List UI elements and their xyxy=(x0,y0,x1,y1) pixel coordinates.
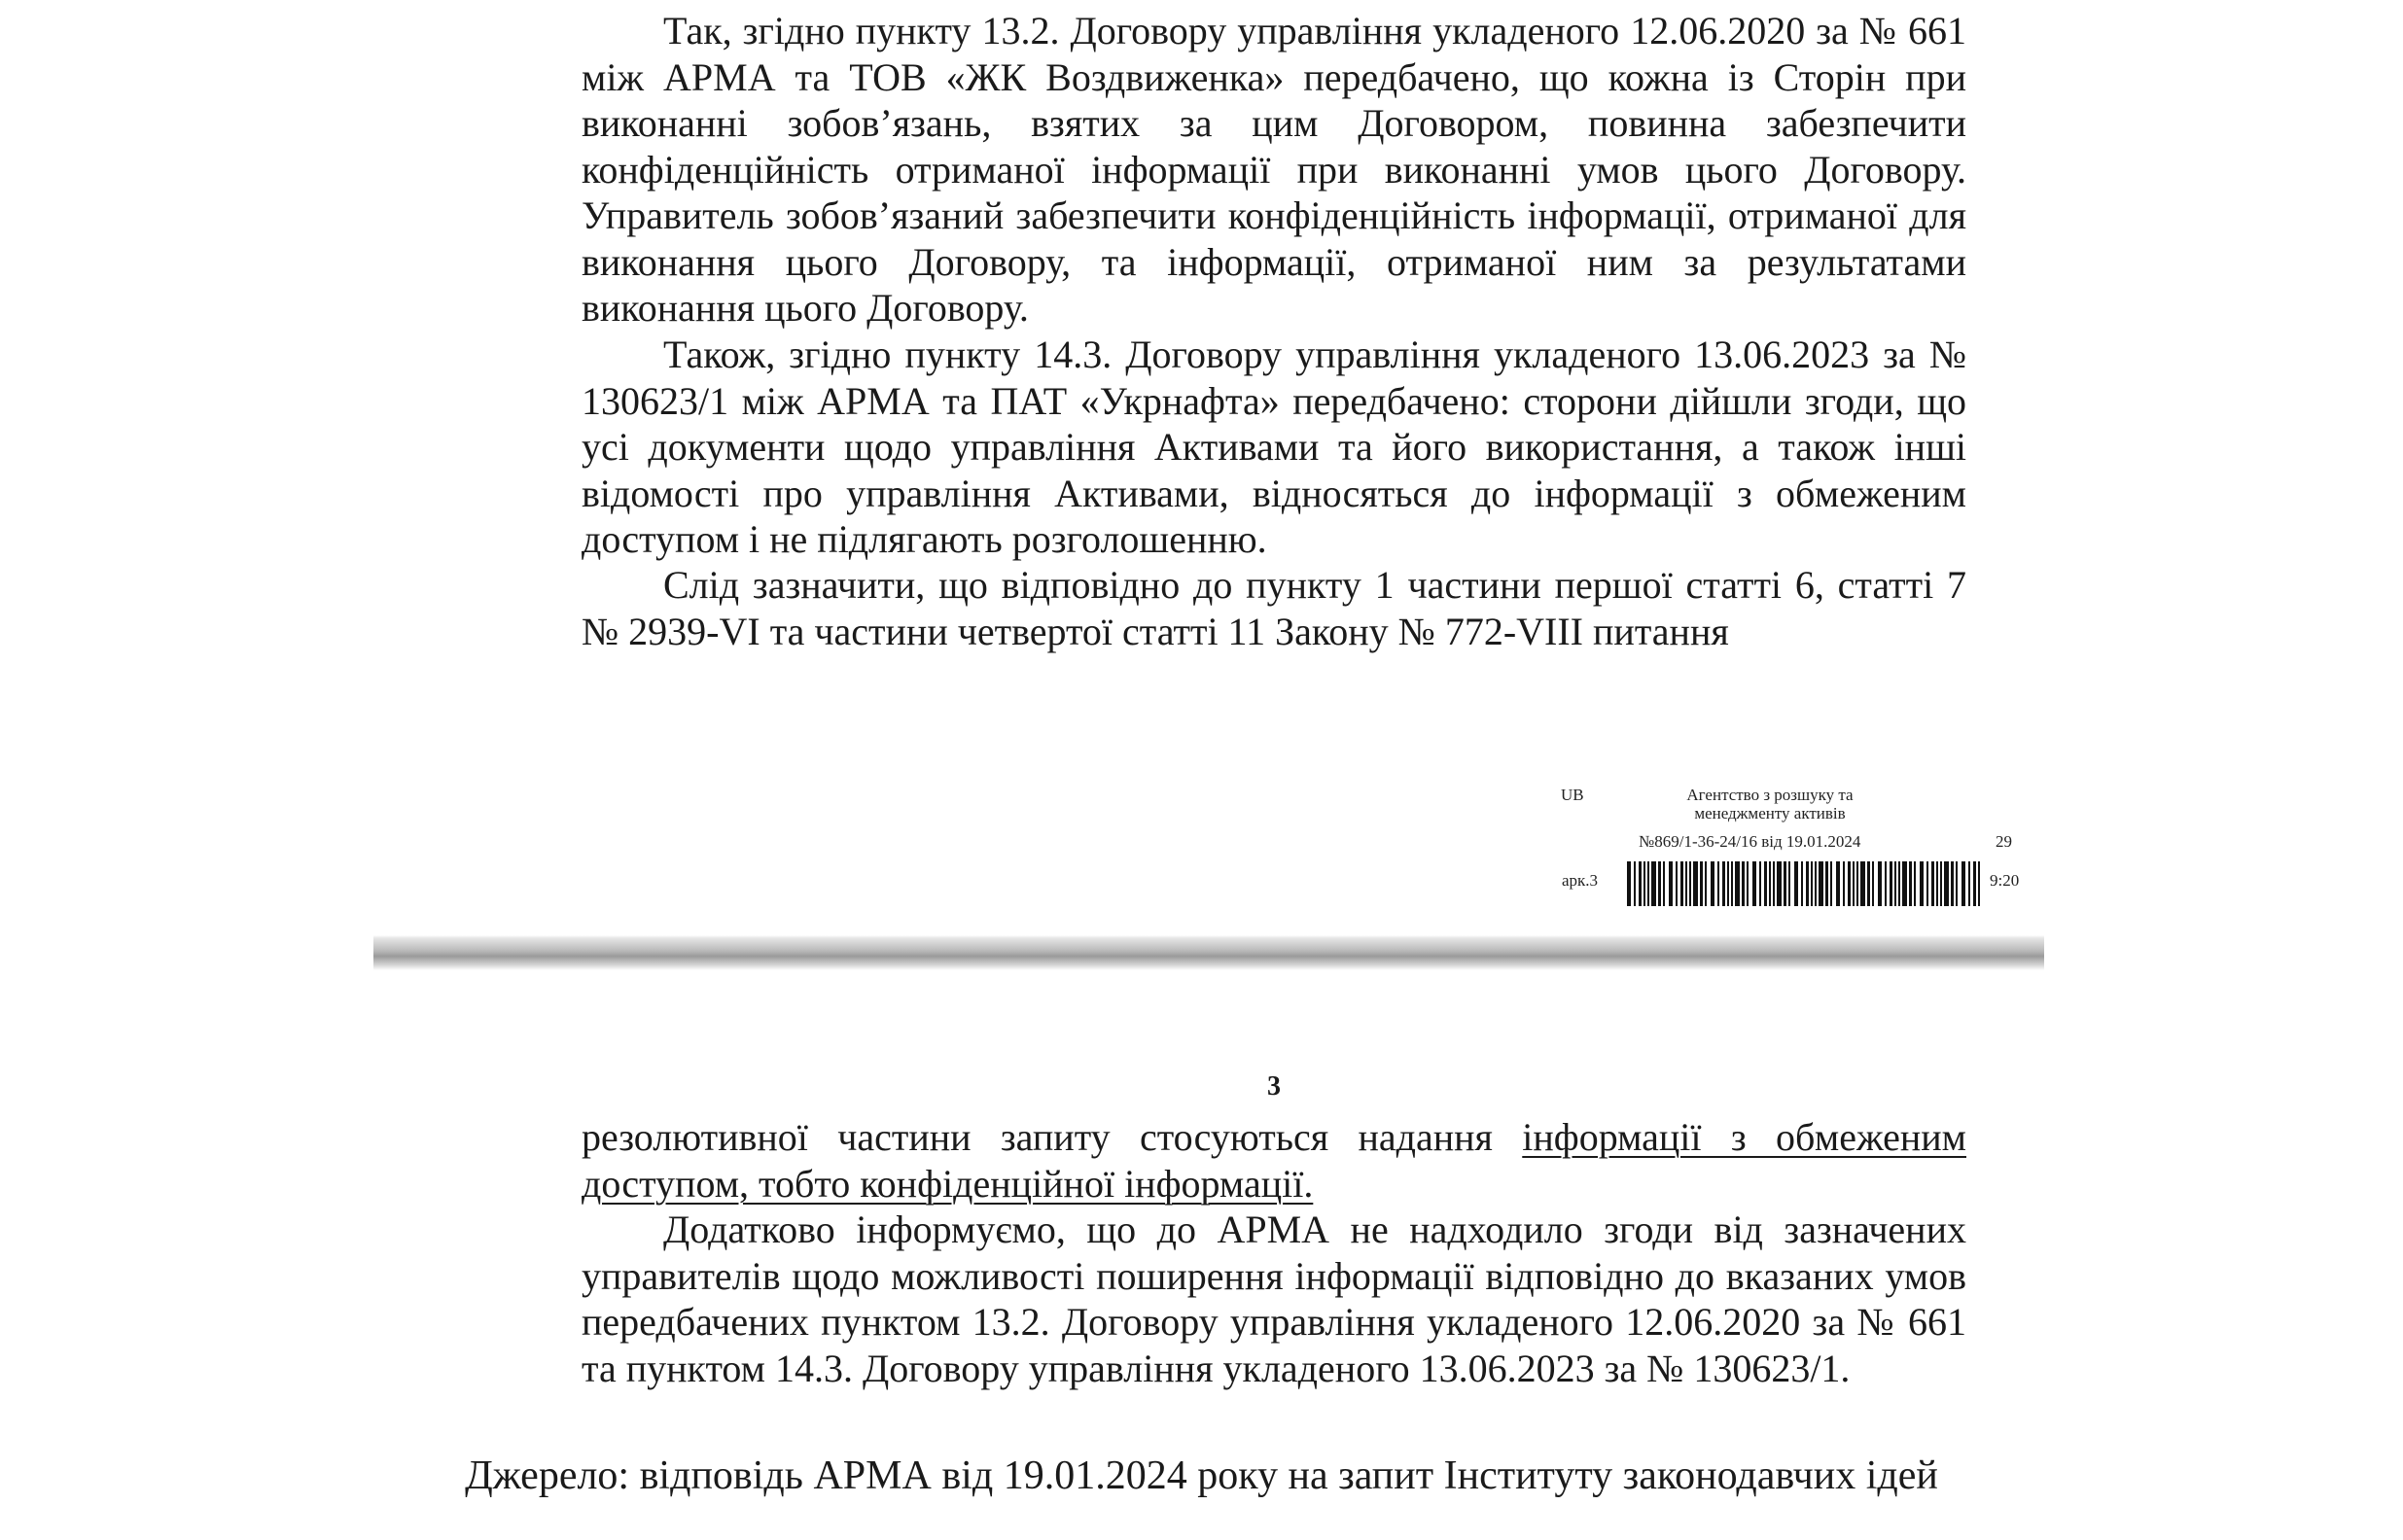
stamp-organization: Агентство з розшуку та менеджменту активів xyxy=(1686,786,1854,822)
stamp-sheet: арк.3 xyxy=(1562,871,1599,890)
source-caption: Джерело: відповідь АРМА від 19.01.2024 року на запит Інституту законодавчих ідей xyxy=(465,1453,1938,1498)
page-number: 3 xyxy=(1267,1071,1281,1102)
paragraph-no-consent: Додатково інформуємо, що до АРМА не надходило згоди від зазначених управителів щодо можливості поширення інформації відповідно до вказаних умов передбачених пунктом 13.2. Договору управління укладеного 12.06.2020 за № 661 та пунктом 14.3. Договору управління укладеного 13.06.2023 за № 130623/1. xyxy=(582,1208,1966,1390)
stamp-time: 9:20 xyxy=(1990,871,2020,890)
stamp-prefix: UB xyxy=(1561,786,1584,804)
stamp-registration-number: №869/1-36-24/16 від 19.01.2024 xyxy=(1639,832,1861,851)
paragraph-contract-661: Так, згідно пункту 13.2. Договору управління укладеного 12.06.2020 за № 661 між АРМА та ТОВ «ЖК Воздвиженка» передбачено, що кожна із Сторін при виконанні зобов’язань, взятих за цим Договором, повинна забезпечити конфіденційність отриманої інформації при виконанні умов цього Договору. Управитель зобов’язаний забезпечити конфіденційність інформації, отриманої для виконання цього Договору, та інформації, отриманої ним за результатами виконання цього Договору. xyxy=(582,9,1966,330)
stamp-page-count: 29 xyxy=(1996,832,2012,851)
underlined-phrase: інформації з обмеженим доступом, тобто конфіденційної інформації. xyxy=(582,1115,1966,1206)
page-divider xyxy=(373,935,2044,970)
paragraph-contract-130623: Також, згідно пункту 14.3. Договору управління укладеного 13.06.2023 за № 130623/1 між АРМА та ПАТ «Укрнафта» передбачено: сторони дійшли згоди, що усі документи щодо управління Активами та його використання, а також інші відомості про управління Активами, відносяться до інформації з обмеженим доступом і не підлягають розголошенню. xyxy=(582,332,1966,561)
barcode-icon xyxy=(1627,861,1983,906)
paragraph-confidential-info: резолютивної частини запиту стосуються надання інформації з обмеженим доступом, тобто конфіденційної інформації. xyxy=(582,1115,1966,1206)
paragraph-law-reference: Слід зазначити, що відповідно до пункту 1 частини першої статті 6, статті 7 № 2939-VI та частини четвертої статті 11 Закону № 772-VIII питання xyxy=(582,563,1966,653)
